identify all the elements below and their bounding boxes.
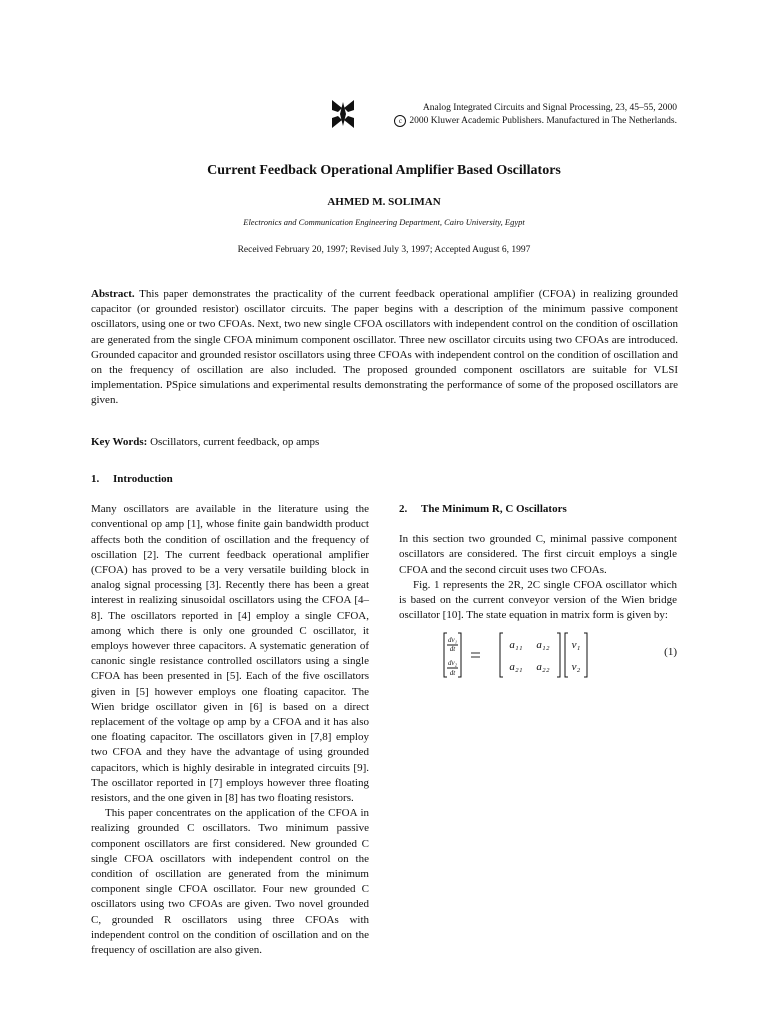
section-2-paragraph-1: In this section two grounded C, minimal passive component oscillators are considered. The first circuit employs a single CFOA and the second circuit uses two CFOAs.	[399, 533, 677, 576]
abstract-label: Abstract.	[91, 288, 135, 300]
paper-title: Current Feedback Operational Amplifier Based Oscillators	[207, 163, 561, 178]
state-matrix-equation	[399, 631, 609, 681]
eq-dt-1: dt	[449, 645, 456, 654]
equation-number: (1)	[664, 646, 677, 659]
publisher-logo-icon	[330, 98, 356, 130]
eq-dv2: dv₂	[447, 659, 458, 668]
eq-dt-2: dt	[449, 669, 456, 678]
section-2-number: 2.	[399, 503, 408, 515]
abstract-text: This paper demonstrates the practicality of the current feedback operational amplifier (CFOA) in realizing grounded capacitor (or grounded resistor) oscillator circuits. The paper begins with a description of the minimum passive component oscillators, using one or two CFOAs. Next, two new single CFOA oscillators with independent control on the condition of oscillation are generated from the single CFOA minimum component oscillator. Three new oscillator circuits using two CFOAs are introduced. Grounded capacitor and grounded resistor oscillators using three CFOAs with independent control on the condition of oscillation and on the frequency of oscillation are also included. The proposed grounded component oscillators are suitable for VLSI implementation. PSpice simulations and experimental results demonstrating the performance of some of the proposed oscillators are given.	[91, 288, 678, 407]
eq-v1: v₁	[571, 639, 581, 652]
copyright-line	[394, 114, 677, 128]
section-1-paragraph-2: This paper concentrates on the application of the CFOA in realizing grounded C oscillators. Two minimum passive component oscillators are first considered. New grounded C single CFOA oscillators with independent control on the condition of oscillation are generated from the minimum component single CFOA oscillator. Four new grounded C oscillators using two CFOAs are given. Two novel grounded C, grounded R oscillators using three CFOAs with independent control on the condition of oscillation and on the frequency of oscillation are also given.	[91, 807, 369, 957]
section-2-heading	[399, 502, 677, 517]
section-1-number: 1.	[91, 473, 100, 485]
eq-a22: a₂₂	[536, 661, 550, 674]
submission-dates: Received February 20, 1997; Revised July 3, 1997; Accepted August 6, 1997	[237, 245, 531, 255]
eq-v2: v₂	[571, 661, 581, 674]
keywords-label: Key Words:	[91, 436, 148, 448]
right-column	[399, 472, 677, 681]
section-2-title: The Minimum R, C Oscillators	[421, 503, 567, 515]
author-name: AHMED M. SOLIMAN	[327, 196, 441, 208]
eq-dv1: dv₁	[447, 636, 458, 645]
copyright-text: 2000 Kluwer Academic Publishers. Manufactured in The Netherlands.	[409, 116, 677, 126]
eq-a11: a₁₁	[509, 639, 523, 652]
section-2-paragraph-2: Fig. 1 represents the 2R, 2C single CFOA oscillator which is based on the current conveyor version of the Wien bridge oscillator [10]. The state equation in matrix form is given by:	[399, 578, 677, 622]
left-column	[91, 472, 369, 958]
section-1-heading	[91, 472, 369, 487]
equals-sign	[471, 653, 480, 657]
eq-a21: a₂₁	[509, 661, 523, 674]
section-1-title: Introduction	[113, 473, 173, 485]
equation-1	[399, 631, 677, 681]
author-affiliation: Electronics and Communication Engineering Department, Cairo University, Egypt	[243, 217, 525, 227]
keywords	[91, 436, 678, 448]
copyright-icon: c	[394, 115, 406, 127]
section-1-paragraph-1: Many oscillators are available in the literature using the conventional op amp [1], whose finite gain bandwidth product affects both the condition of oscillation and the frequency of oscillation [2]. The current feedback operational amplifier (CFOA) has proved to be a very versatile building block in analog signal processing [3]. Recently there has been a great interest in realizing sinusoidal oscillators using the CFOA [4–8]. The oscillators reported in [4] employ a single CFOA, among which there is only one grounded C oscillator, it employs however three capacitors. A systematic generation of canonic single resistance controlled oscillators using a single CFOA has been presented in [5]. Each of the five oscillators given in [5] however employs one floating capacitor. The Wien bridge oscillator given in [6] is based on a direct replacement of the voltage op amp by a CFOA and it has also one floating capacitor. The oscillators given in [7,8] employ two CFOA and they have the advantage of using grounded capacitors, which is highly desirable in integrated circuits [9]. The oscillator reported in [7] employs however three floating resistors, and the one given in [8] has two floating resistors.	[91, 503, 369, 805]
keywords-text: Oscillators, current feedback, op amps	[150, 436, 320, 448]
eq-a12: a₁₂	[536, 639, 550, 652]
journal-citation: Analog Integrated Circuits and Signal Processing, 23, 45–55, 2000	[422, 103, 677, 113]
abstract	[91, 287, 678, 409]
